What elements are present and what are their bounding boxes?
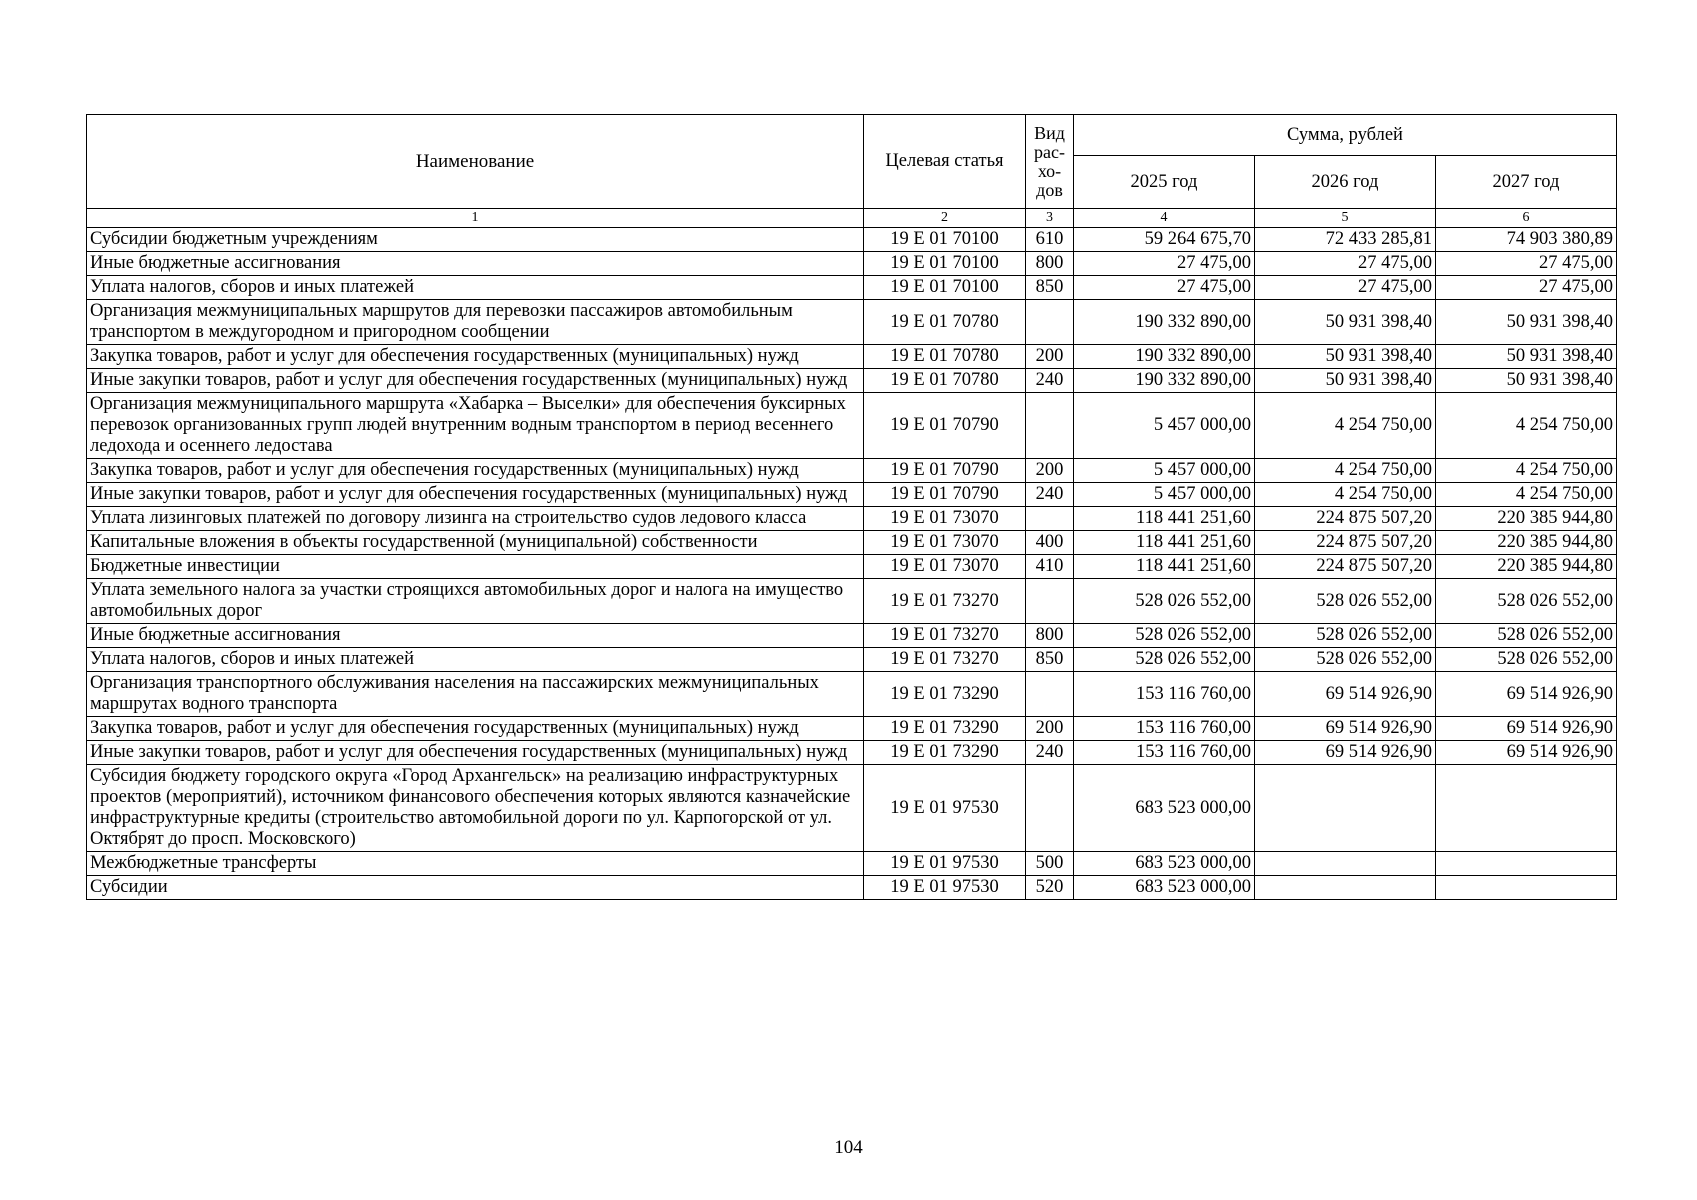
row-amount-2025: 190 332 890,00 [1074,345,1255,369]
row-name: Иные закупки товаров, работ и услуг для обеспечения государственных (муниципальных) нужд [87,483,864,507]
row-amount-2027: 528 026 552,00 [1436,579,1617,624]
column-number-4: 4 [1074,209,1255,228]
row-target-article: 19 Е 01 70100 [864,228,1026,252]
row-amount-2027: 4 254 750,00 [1436,483,1617,507]
row-expense-type: 800 [1026,252,1074,276]
row-target-article: 19 Е 01 73070 [864,531,1026,555]
row-target-article: 19 Е 01 97530 [864,765,1026,852]
row-amount-2025: 27 475,00 [1074,252,1255,276]
row-amount-2026: 224 875 507,20 [1255,555,1436,579]
row-name: Бюджетные инвестиции [87,555,864,579]
row-name: Иные бюджетные ассигнования [87,624,864,648]
table-row [87,507,1617,531]
row-name: Организация транспортного обслуживания населения на пассажирских межмуниципальных маршрутах водного транспорта [87,672,864,717]
row-amount-2027: 27 475,00 [1436,276,1617,300]
row-amount-2027: 69 514 926,90 [1436,672,1617,717]
row-amount-2027: 528 026 552,00 [1436,624,1617,648]
row-amount-2025: 5 457 000,00 [1074,483,1255,507]
header-expense-type: Вид рас-хо-дов [1026,115,1074,209]
row-expense-type: 850 [1026,648,1074,672]
row-amount-2025: 5 457 000,00 [1074,393,1255,459]
row-amount-2026: 69 514 926,90 [1255,741,1436,765]
header-year-2026: 2026 год [1255,156,1436,209]
row-target-article: 19 Е 01 70780 [864,345,1026,369]
row-amount-2026: 4 254 750,00 [1255,483,1436,507]
row-expense-type: 800 [1026,624,1074,648]
table-row [87,672,1617,717]
row-amount-2026: 27 475,00 [1255,252,1436,276]
row-amount-2025: 153 116 760,00 [1074,717,1255,741]
row-expense-type [1026,393,1074,459]
row-expense-type: 610 [1026,228,1074,252]
row-name: Субсидии [87,876,864,900]
row-amount-2026 [1255,765,1436,852]
table-row [87,648,1617,672]
row-amount-2026: 72 433 285,81 [1255,228,1436,252]
table-row [87,276,1617,300]
table-row [87,876,1617,900]
row-target-article: 19 Е 01 97530 [864,876,1026,900]
row-expense-type: 240 [1026,483,1074,507]
row-name: Организация межмуниципальных маршрутов для перевозки пассажиров автомобильным транспортом в междугородном и пригородном сообщении [87,300,864,345]
row-amount-2025: 118 441 251,60 [1074,507,1255,531]
row-amount-2026: 69 514 926,90 [1255,717,1436,741]
row-amount-2026: 27 475,00 [1255,276,1436,300]
row-target-article: 19 Е 01 73290 [864,741,1026,765]
header-row-top [87,115,1617,156]
row-amount-2026: 50 931 398,40 [1255,345,1436,369]
table-row [87,579,1617,624]
row-expense-type: 410 [1026,555,1074,579]
row-amount-2026: 224 875 507,20 [1255,531,1436,555]
row-name: Субсидии бюджетным учреждениям [87,228,864,252]
row-amount-2026: 528 026 552,00 [1255,648,1436,672]
row-amount-2027: 69 514 926,90 [1436,741,1617,765]
row-amount-2025: 683 523 000,00 [1074,852,1255,876]
table-row [87,852,1617,876]
row-target-article: 19 Е 01 70100 [864,252,1026,276]
table-row [87,717,1617,741]
row-amount-2027: 220 385 944,80 [1436,531,1617,555]
row-amount-2026: 224 875 507,20 [1255,507,1436,531]
row-target-article: 19 Е 01 70780 [864,369,1026,393]
row-amount-2025: 683 523 000,00 [1074,876,1255,900]
row-name: Субсидия бюджету городского округа «Город Архангельск» на реализацию инфраструктурных проектов (мероприятий), источником финансового обеспечения которых являются казначейские инфраструктурные кредиты (строительство автомобильной дороги по ул. Карпогорской от ул. Октябрят до просп. Московского) [87,765,864,852]
row-expense-type: 520 [1026,876,1074,900]
column-number-6: 6 [1436,209,1617,228]
row-name: Капитальные вложения в объекты государственной (муниципальной) собственности [87,531,864,555]
row-expense-type: 200 [1026,717,1074,741]
table-row [87,252,1617,276]
table-body [87,228,1617,900]
row-name: Иные бюджетные ассигнования [87,252,864,276]
row-amount-2027 [1436,876,1617,900]
header-year-2027: 2027 год [1436,156,1617,209]
row-name: Закупка товаров, работ и услуг для обеспечения государственных (муниципальных) нужд [87,717,864,741]
row-amount-2025: 190 332 890,00 [1074,300,1255,345]
row-expense-type: 200 [1026,345,1074,369]
row-amount-2025: 27 475,00 [1074,276,1255,300]
row-name: Закупка товаров, работ и услуг для обеспечения государственных (муниципальных) нужд [87,459,864,483]
row-amount-2025: 153 116 760,00 [1074,672,1255,717]
column-numbers-row [87,209,1617,228]
table-row [87,369,1617,393]
row-amount-2026: 528 026 552,00 [1255,624,1436,648]
row-amount-2025: 118 441 251,60 [1074,531,1255,555]
row-target-article: 19 Е 01 73290 [864,672,1026,717]
row-expense-type [1026,765,1074,852]
row-amount-2027: 220 385 944,80 [1436,555,1617,579]
column-number-1: 1 [87,209,864,228]
row-target-article: 19 Е 01 97530 [864,852,1026,876]
row-amount-2026: 4 254 750,00 [1255,393,1436,459]
row-amount-2027: 69 514 926,90 [1436,717,1617,741]
row-expense-type [1026,300,1074,345]
row-amount-2026: 528 026 552,00 [1255,579,1436,624]
row-expense-type: 200 [1026,459,1074,483]
row-name: Межбюджетные трансферты [87,852,864,876]
header-name: Наименование [87,115,864,209]
row-amount-2027: 74 903 380,89 [1436,228,1617,252]
row-amount-2027: 50 931 398,40 [1436,300,1617,345]
row-amount-2026: 4 254 750,00 [1255,459,1436,483]
table-row [87,555,1617,579]
row-expense-type: 240 [1026,369,1074,393]
row-amount-2026: 50 931 398,40 [1255,300,1436,345]
row-amount-2025: 528 026 552,00 [1074,624,1255,648]
row-expense-type [1026,507,1074,531]
row-expense-type: 500 [1026,852,1074,876]
row-target-article: 19 Е 01 73270 [864,579,1026,624]
row-target-article: 19 Е 01 73070 [864,507,1026,531]
row-expense-type: 240 [1026,741,1074,765]
row-amount-2025: 190 332 890,00 [1074,369,1255,393]
row-amount-2026: 69 514 926,90 [1255,672,1436,717]
row-amount-2026 [1255,876,1436,900]
table-row [87,393,1617,459]
row-expense-type: 400 [1026,531,1074,555]
table-row [87,459,1617,483]
header-target-article: Целевая статья [864,115,1026,209]
row-name: Уплата земельного налога за участки строящихся автомобильных дорог и налога на имущество автомобильных дорог [87,579,864,624]
row-target-article: 19 Е 01 70790 [864,459,1026,483]
table-row [87,483,1617,507]
row-amount-2025: 118 441 251,60 [1074,555,1255,579]
row-amount-2025: 153 116 760,00 [1074,741,1255,765]
row-name: Иные закупки товаров, работ и услуг для обеспечения государственных (муниципальных) нужд [87,369,864,393]
row-target-article: 19 Е 01 70780 [864,300,1026,345]
budget-table [86,114,1617,900]
row-amount-2025: 5 457 000,00 [1074,459,1255,483]
row-target-article: 19 Е 01 73270 [864,624,1026,648]
table-row [87,228,1617,252]
row-amount-2027: 50 931 398,40 [1436,369,1617,393]
row-name: Уплата налогов, сборов и иных платежей [87,276,864,300]
column-number-2: 2 [864,209,1026,228]
table-row [87,765,1617,852]
table-row [87,531,1617,555]
row-name: Организация межмуниципального маршрута «Хабарка – Выселки» для обеспечения буксирных перевозок организованных групп людей внутренним водным транспортом в период весеннего ледохода и осеннего ледостава [87,393,864,459]
row-amount-2027 [1436,765,1617,852]
row-amount-2027: 220 385 944,80 [1436,507,1617,531]
header-sum: Сумма, рублей [1074,115,1617,156]
row-amount-2026 [1255,852,1436,876]
row-name: Уплата налогов, сборов и иных платежей [87,648,864,672]
header-year-2025: 2025 год [1074,156,1255,209]
table-row [87,741,1617,765]
row-amount-2025: 528 026 552,00 [1074,579,1255,624]
row-amount-2025: 528 026 552,00 [1074,648,1255,672]
row-amount-2027: 4 254 750,00 [1436,393,1617,459]
column-number-3: 3 [1026,209,1074,228]
table-row [87,624,1617,648]
row-target-article: 19 Е 01 70790 [864,393,1026,459]
row-amount-2027: 528 026 552,00 [1436,648,1617,672]
row-name: Уплата лизинговых платежей по договору лизинга на строительство судов ледового класса [87,507,864,531]
row-target-article: 19 Е 01 73070 [864,555,1026,579]
row-target-article: 19 Е 01 70100 [864,276,1026,300]
row-name: Иные закупки товаров, работ и услуг для обеспечения государственных (муниципальных) нужд [87,741,864,765]
table-row [87,300,1617,345]
row-target-article: 19 Е 01 73290 [864,717,1026,741]
row-target-article: 19 Е 01 70790 [864,483,1026,507]
row-amount-2027: 4 254 750,00 [1436,459,1617,483]
row-expense-type [1026,579,1074,624]
row-amount-2027: 27 475,00 [1436,252,1617,276]
row-expense-type: 850 [1026,276,1074,300]
column-number-5: 5 [1255,209,1436,228]
table-row [87,345,1617,369]
row-amount-2026: 50 931 398,40 [1255,369,1436,393]
page-number: 104 [834,1137,863,1158]
row-target-article: 19 Е 01 73270 [864,648,1026,672]
row-name: Закупка товаров, работ и услуг для обеспечения государственных (муниципальных) нужд [87,345,864,369]
row-amount-2027: 50 931 398,40 [1436,345,1617,369]
row-expense-type [1026,672,1074,717]
row-amount-2027 [1436,852,1617,876]
row-amount-2025: 683 523 000,00 [1074,765,1255,852]
row-amount-2025: 59 264 675,70 [1074,228,1255,252]
